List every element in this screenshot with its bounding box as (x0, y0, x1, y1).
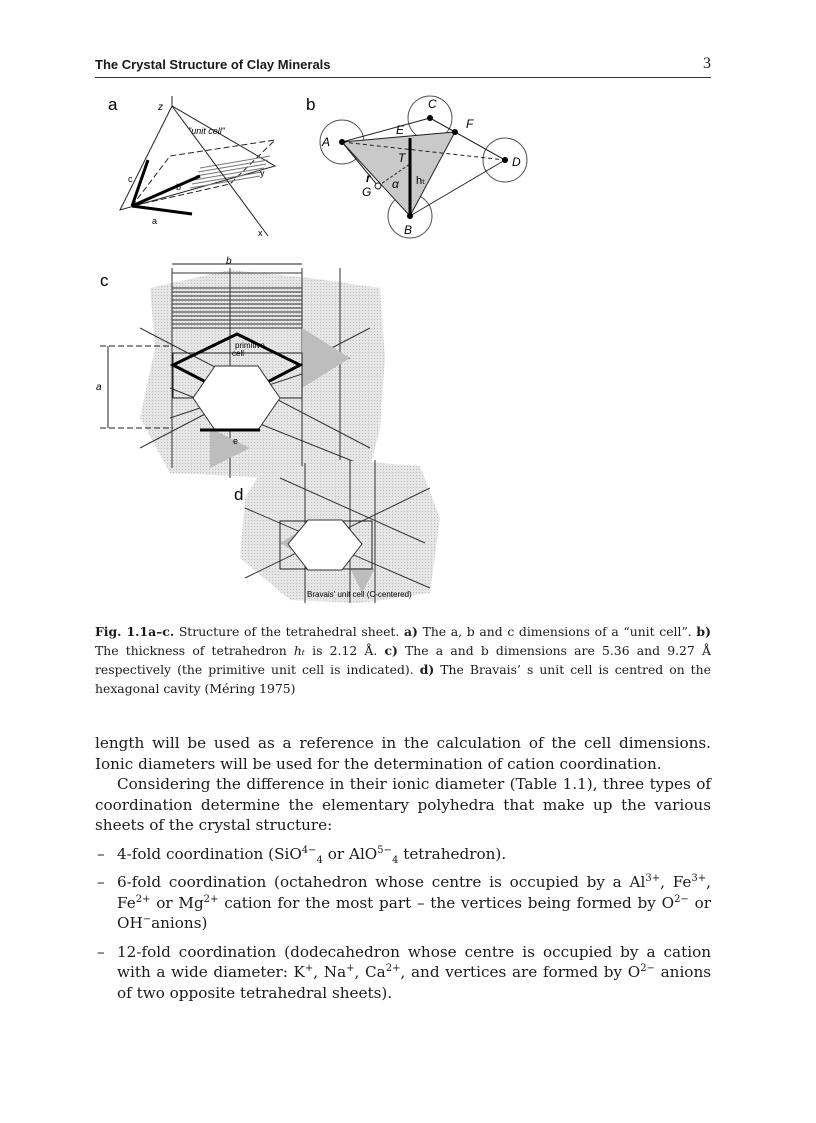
vertex-c: C (428, 97, 437, 111)
caption-b-text-pre: The thickness of tetrahedron (95, 643, 287, 658)
list-item: – 12-fold coordination (dodecahedron whose centre is occupied by a cation with a wide diameter: K+, Na+, $Ca^{2+}$, and vertices are formed by $O^{2-}$ anions of two opposite tetrahedral sheets). (97, 942, 712, 1002)
edge-c-label: c (128, 174, 133, 184)
page-header (95, 55, 711, 78)
paragraph-2: Considering the difference in their ionic diameter (Table 1.1), three types of coordination determine the elementary polyhedra that make up the various sheets of the crystal structure: (95, 775, 711, 834)
vertex-t: T (398, 151, 406, 165)
dim-b-label: b (226, 256, 232, 267)
coordination-list (95, 844, 711, 1004)
primitive-label: primitive (235, 341, 265, 350)
list-item: – 4-fold coordination (SiO$^{4-}_4$ or AlO$^{5-}_4$ tetrahedron). (97, 844, 507, 866)
vertex-e: E (396, 123, 405, 137)
height-ht: hₜ (416, 175, 426, 187)
panel-c-label: c (100, 271, 109, 290)
caption-b-text-post: is 2.12 Å. (312, 643, 378, 658)
edge-e-label: e (233, 436, 239, 446)
caption-c-text: The a and b dimensions are 5.36 and 9.27 Å respectively (the primitive unit cell is indicated). (95, 643, 711, 677)
vertex-a: A (322, 135, 331, 149)
axis-y-label: y (260, 168, 265, 178)
panel-c (96, 256, 385, 488)
axis-z-label: z (158, 102, 163, 113)
figure-caption (95, 622, 711, 698)
caption-fig-label: Fig. 1.1a–c. (95, 624, 175, 639)
vertex-f: F (466, 117, 474, 131)
caption-c-label: c) (384, 643, 398, 658)
panel-b-label: b (306, 95, 316, 114)
cell-label: cell (232, 349, 245, 358)
axis-x-label: x (258, 228, 263, 238)
caption-intro: Structure of the tetrahedral sheet. (178, 624, 400, 639)
vertex-b: B (404, 223, 413, 237)
list-item: – 6-fold coordination (octahedron whose centre is occupied by a $Al^{3+}$, $Fe^{3+}$, $Fe^{2+}$ or $Mg^{2+}$ cation for the most part – the vertices being formed by $O^{2-}$ or OH−anions) (97, 872, 711, 932)
body-text (95, 733, 711, 1011)
caption-d-label: d) (419, 662, 435, 677)
unit-cell-label: "unit cell" (188, 126, 225, 136)
vertex-g: G (362, 185, 372, 199)
edge-a-label: a (152, 216, 158, 226)
bravais-label: Bravais' unit cell (C-centered) (307, 590, 412, 599)
list-dash: – (97, 844, 105, 863)
running-title: The Crystal Structure of Clay Minerals (95, 57, 331, 72)
panel-d (234, 460, 440, 603)
panel-a-label: a (108, 95, 118, 114)
edge-b-label: b (176, 182, 182, 192)
list-dash: – (97, 873, 105, 891)
caption-d-text: The Bravais’ s unit cell is centred on the hexagonal cavity (Méring 1975) (95, 662, 711, 696)
panel-d-label: d (234, 485, 244, 504)
panel-a (108, 95, 275, 238)
caption-a-label: a) (404, 624, 418, 639)
caption-a-text: The a, b and c dimensions of a “unit cell”. (422, 624, 692, 639)
angle-alpha: α (392, 177, 399, 191)
figure-1-1 (80, 88, 560, 608)
dim-a-label: a (96, 382, 102, 393)
page-number: 3 (703, 55, 711, 72)
panel-b (306, 95, 527, 238)
paragraph-1: length will be used as a reference in the calculation of the cell dimensions. Ionic diameters will be used for the determination of cation coordination. (95, 734, 711, 773)
caption-b-label: b) (696, 624, 711, 639)
caption-b-var: hₜ (293, 643, 305, 658)
radius-r: r (366, 171, 371, 185)
vertex-d: D (512, 155, 521, 169)
list-dash: – (97, 942, 105, 961)
